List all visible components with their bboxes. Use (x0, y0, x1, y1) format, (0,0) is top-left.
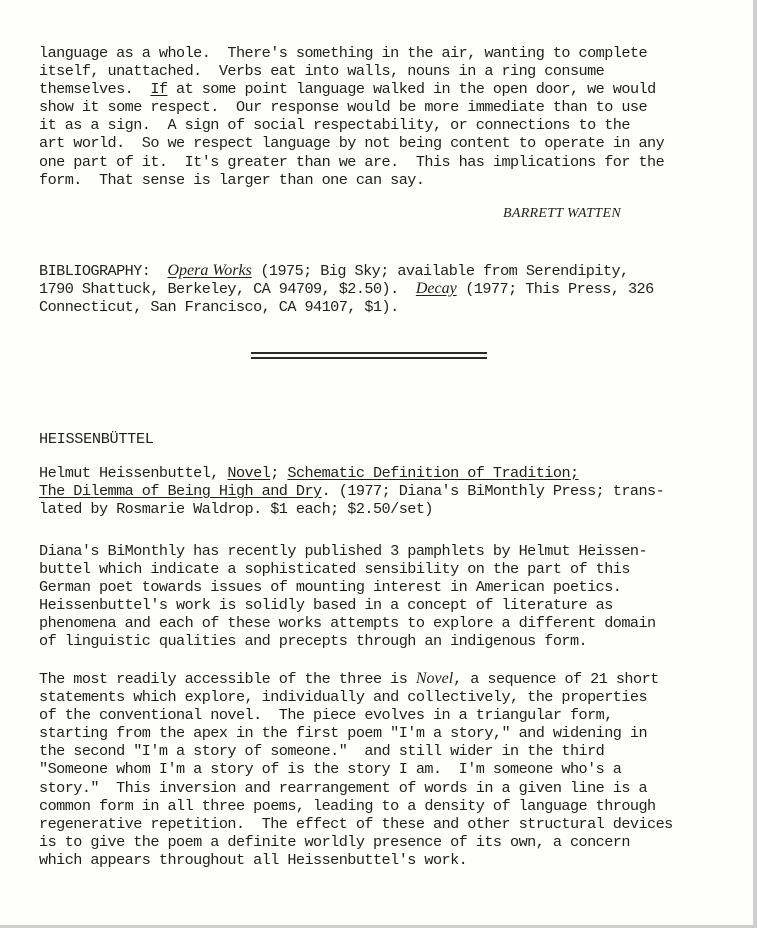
text-line: common form in all three poems, leading to a density of language through (39, 796, 656, 815)
novel-paragraph (39, 670, 719, 869)
text-line: story." This inversion and rearrangement of words in a given line is a (39, 778, 648, 797)
text-line: one part of it. It's greater than we are. This has implications for the (39, 152, 665, 171)
divider-rule (251, 352, 487, 354)
text-line: of linguistic qualities and precepts through an indigenous form. (39, 632, 588, 651)
underlined-word: If (150, 80, 168, 99)
text-line: art world. So we respect language by not being content to operate in any (39, 134, 665, 153)
text-segment: themselves. (39, 80, 151, 99)
text-line: it as a sign. A sign of social respectability, or connections to the (39, 116, 630, 135)
text-segment: The most readily accessible of the three is (39, 670, 416, 688)
text-line: buttel which indicate a sophisticated sensibility on the part of this (39, 560, 630, 579)
text-line: of the conventional novel. The piece evolves in a triangular form, (39, 706, 613, 725)
text-line: form. That sense is larger than one can say. (39, 170, 425, 189)
text-line (39, 670, 719, 688)
book-title: Schematic Definition of Tradition; (287, 464, 579, 482)
citation (39, 464, 719, 518)
text-line: is to give the poem a definite worldly presence of its own, a concern (39, 832, 630, 851)
author-signature: BARRETT WATTEN (503, 206, 621, 221)
book-title: Opera Works (167, 262, 252, 279)
text-line: phenomena and each of these works attempts to explore a different domain (39, 614, 656, 633)
watten-paragraph (39, 44, 719, 189)
text-line: Heissenbuttel's work is solidly based in a concept of literature as (39, 596, 613, 615)
text-line (39, 464, 719, 482)
text-line (39, 280, 719, 298)
text-line: Diana's BiMonthly has recently published 3 pamphlets by Helmut Heissen- (39, 542, 648, 560)
text-segment: Helmut Heissenbuttel, (39, 464, 228, 482)
divider-rule (251, 357, 487, 359)
text-line (39, 80, 719, 98)
diana-paragraph (39, 542, 719, 651)
text-line: Connecticut, San Francisco, CA 94107, $1). (39, 298, 399, 317)
text-line: itself, unattached. Verbs eat into walls, nouns in a ring consume (39, 62, 605, 81)
book-title: The Dilemma of Being High and Dry (39, 482, 322, 501)
book-title: Decay (415, 280, 457, 298)
section-heading: HEISSENBÜTTEL (39, 430, 154, 448)
text-line: lated by Rosmarie Waldrop. $1 each; $2.50/set) (39, 500, 433, 519)
text-segment: at some point language walked in the open door, we would (167, 80, 656, 99)
text-segment: (1977; This Press, 326 (456, 280, 654, 299)
bibliography-label: BIBLIOGRAPHY: (39, 262, 168, 280)
text-segment: (1975; Big Sky; available from Serendipity, (251, 262, 629, 280)
text-line: regenerative repetition. The effect of these and other structural devices (39, 814, 673, 833)
text-segment: 1790 Shattuck, Berkeley, CA 94709, $2.50). (39, 280, 416, 299)
text-line: which appears throughout all Heissenbuttel's work. (39, 850, 468, 869)
bibliography (39, 262, 719, 316)
text-line: starting from the apex in the first poem "I'm a story," and widening in (39, 724, 648, 743)
text-segment: ; (270, 464, 288, 482)
book-title: Novel (227, 464, 271, 482)
text-line: the second "I'm a story of someone." and still wider in the third (39, 742, 605, 761)
book-title: Novel (415, 670, 454, 687)
text-line (39, 262, 719, 280)
text-line: show it some respect. Our response would be more immediate than to use (39, 98, 648, 117)
text-line: language as a whole. There's something in the air, wanting to complete (39, 44, 648, 62)
text-line: "Someone whom I'm a story of is the story I am. I'm someone who's a (39, 760, 622, 779)
text-segment: . (1977; Diana's BiMonthly Press; trans- (321, 482, 665, 501)
text-line: statements which explore, individually and collectively, the properties (39, 688, 648, 707)
text-segment: , a sequence of 21 short (453, 670, 659, 688)
text-line: German poet towards issues of mounting interest in American poetics. (39, 578, 622, 597)
text-line (39, 482, 719, 500)
